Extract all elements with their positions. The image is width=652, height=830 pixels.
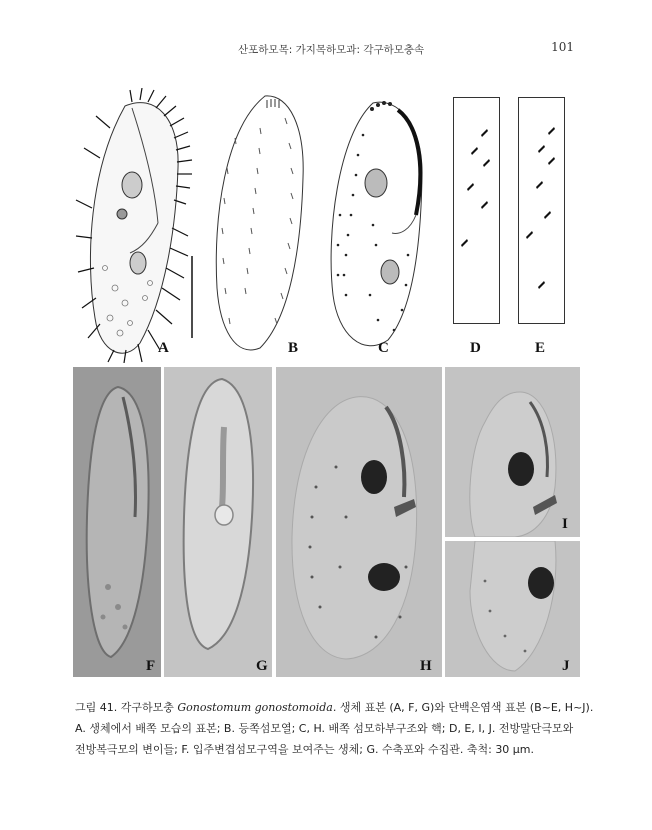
caption-line-2: A. 생체에서 배쪽 모습의 표본; B. 등쪽섬모열; C, H. 배쪽 섬모하부구조와 핵; D, E, I, J. 전방말단극모와 (75, 722, 574, 735)
panel-label-c: C (378, 340, 389, 356)
panel-a-drawing (70, 88, 210, 363)
panel-h-photo (276, 367, 442, 677)
panel-f-photo (73, 367, 161, 677)
panel-label-d: D (470, 340, 481, 356)
caption-line-3: 전방복극모의 변이들; F. 입주변겹섬모구역을 보여주는 생체; G. 수축포와 수집관. 축척: 30 μm. (75, 743, 535, 756)
panel-label-e: E (535, 340, 546, 356)
caption-species-name: Gonostomum gonostomoida. (177, 701, 337, 714)
panel-e-drawing (518, 97, 566, 325)
panel-label-f: F (146, 658, 156, 674)
panel-label-h: H (420, 658, 432, 674)
panel-label-b: B (288, 340, 299, 356)
caption-specimen-types: 생체 표본 (A, F, G)와 단백은염색 표본 (B~E, H~J). (336, 701, 594, 714)
running-head: 산포하모목: 가지목하모과: 각구하모충속 (238, 44, 425, 56)
caption-line-1 (75, 697, 594, 718)
caption-figure-number: 그림 41. 각구하모충 (75, 701, 178, 714)
panel-c-drawing (318, 95, 438, 350)
panel-d-drawing (453, 97, 501, 325)
page-number: 101 (551, 40, 574, 54)
panel-label-a: A (158, 340, 169, 356)
panel-i-photo (445, 367, 580, 537)
panel-label-g: G (256, 658, 268, 674)
figure-caption (75, 697, 594, 760)
panel-b-drawing (205, 88, 310, 356)
panel-g-photo (164, 367, 272, 677)
panel-j-photo (445, 541, 580, 677)
panel-label-j: J (562, 658, 570, 674)
panel-label-i: I (562, 516, 568, 532)
